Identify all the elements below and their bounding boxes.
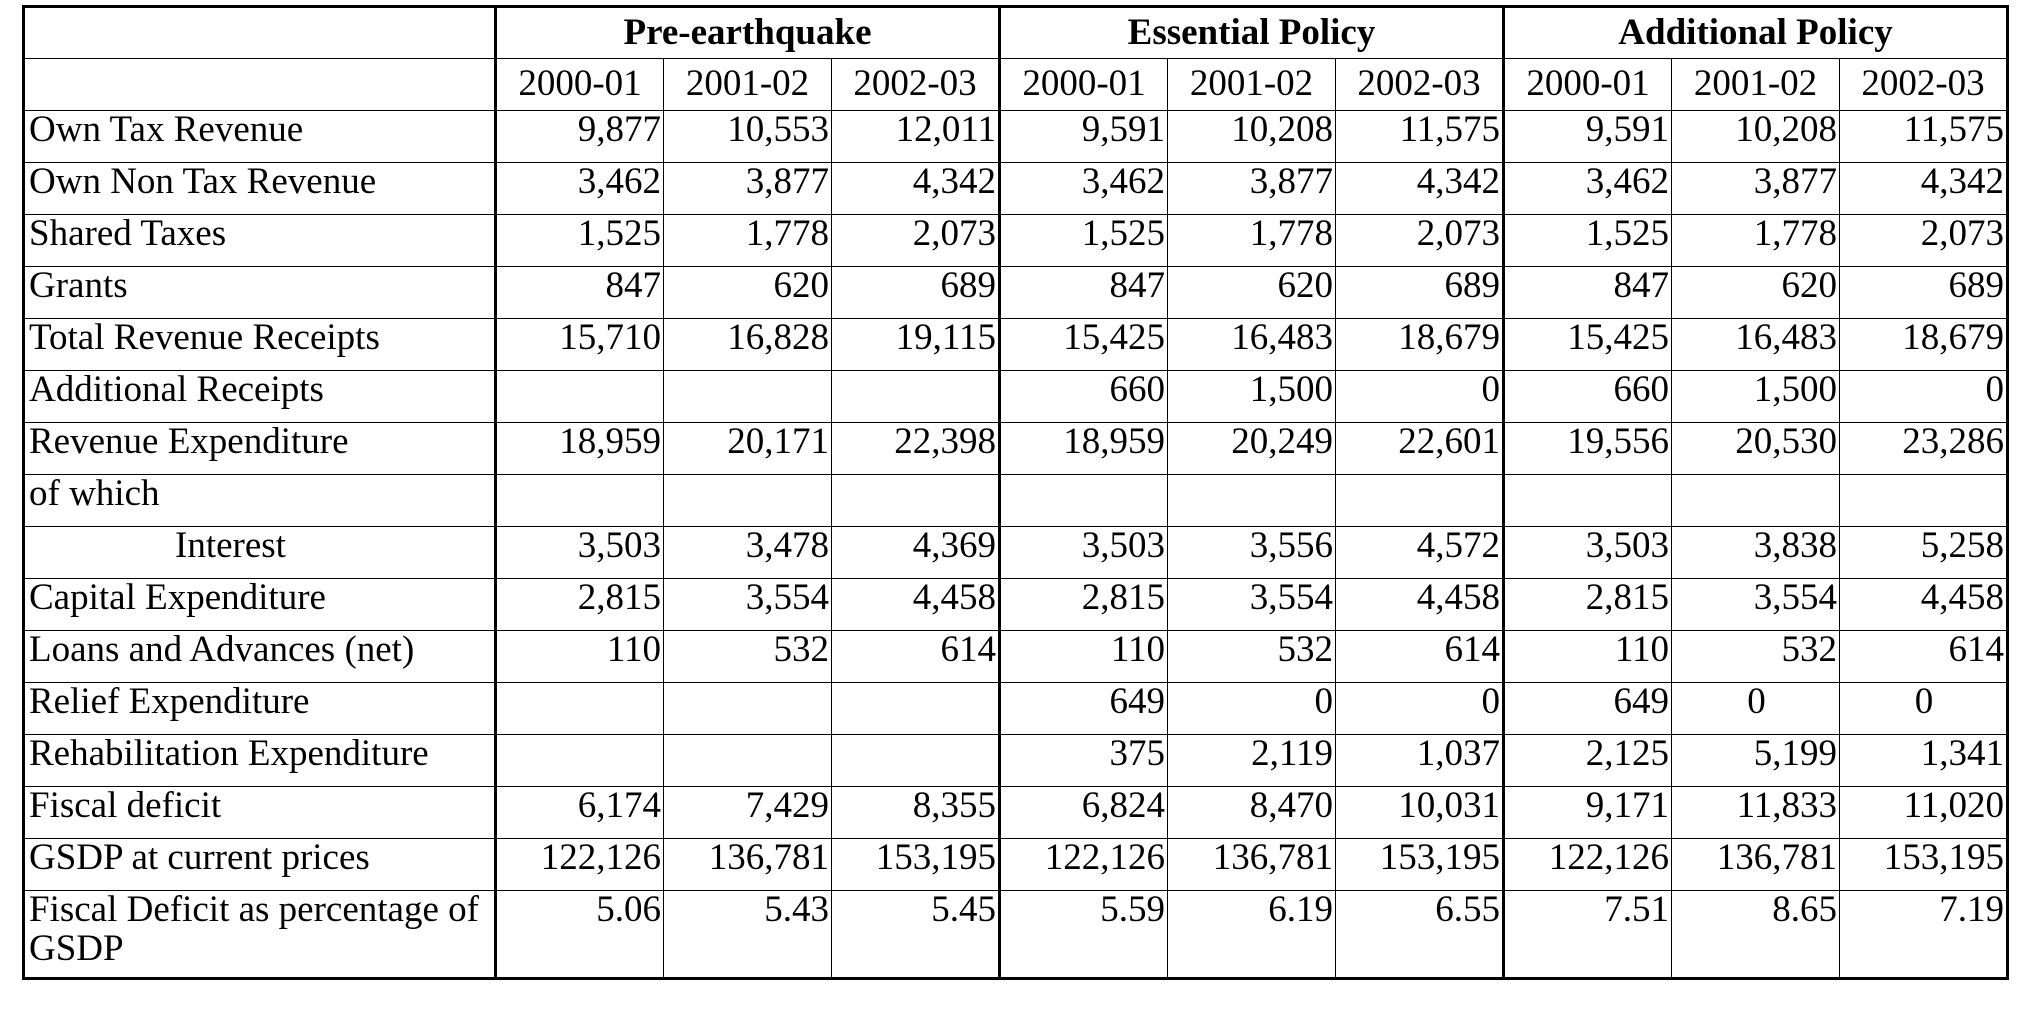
row-label: Capital Expenditure <box>24 579 496 631</box>
table-cell: 1,778 <box>664 215 832 267</box>
table-cell: 5.45 <box>832 891 1000 979</box>
table-cell: 4,342 <box>1336 163 1504 215</box>
table-cell: 9,591 <box>1504 111 1672 163</box>
table-cell: 6,174 <box>496 787 664 839</box>
table-cell <box>1840 475 2008 527</box>
row-label: Additional Receipts <box>24 371 496 423</box>
year-header: 2002-03 <box>1336 59 1504 111</box>
group-header-essential-policy: Essential Policy <box>1000 7 1504 59</box>
table-cell <box>496 475 664 527</box>
corner-cell <box>24 59 496 111</box>
row-label: Shared Taxes <box>24 215 496 267</box>
table-cell: 11,020 <box>1840 787 2008 839</box>
row-label: Grants <box>24 267 496 319</box>
table-cell: 16,828 <box>664 319 832 371</box>
row-label: Fiscal deficit <box>24 787 496 839</box>
table-cell: 3,554 <box>1672 579 1840 631</box>
table-row-fiscal-deficit-as-percentage-of-gsdp <box>24 891 2008 979</box>
year-header: 2000-01 <box>496 59 664 111</box>
table-cell: 0 <box>1168 683 1336 735</box>
table-cell: 0 <box>1672 683 1840 735</box>
group-header-additional-policy: Additional Policy <box>1504 7 2008 59</box>
table-cell: 3,503 <box>1000 527 1168 579</box>
table-row-relief-expenditure <box>24 683 2008 735</box>
table-row-of-which <box>24 475 2008 527</box>
table-cell: 5.43 <box>664 891 832 979</box>
table-cell: 689 <box>1840 267 2008 319</box>
table-cell: 136,781 <box>1672 839 1840 891</box>
table-row-own-non-tax-revenue <box>24 163 2008 215</box>
table-cell: 9,171 <box>1504 787 1672 839</box>
year-header: 2001-02 <box>664 59 832 111</box>
table-cell <box>664 683 832 735</box>
table-cell: 0 <box>1840 683 2008 735</box>
table-row-grants <box>24 267 2008 319</box>
table-row-capital-expenditure <box>24 579 2008 631</box>
row-label: Interest <box>24 527 496 579</box>
table-cell: 2,073 <box>832 215 1000 267</box>
table-cell: 0 <box>1336 371 1504 423</box>
year-header: 2002-03 <box>1840 59 2008 111</box>
year-header: 2001-02 <box>1168 59 1336 111</box>
table-cell <box>1672 475 1840 527</box>
table-cell: 620 <box>1168 267 1336 319</box>
table-cell: 1,341 <box>1840 735 2008 787</box>
table-cell: 847 <box>496 267 664 319</box>
table-row-interest <box>24 527 2008 579</box>
table-cell: 15,425 <box>1000 319 1168 371</box>
table-cell: 649 <box>1504 683 1672 735</box>
table-cell <box>664 371 832 423</box>
row-label: Relief Expenditure <box>24 683 496 735</box>
table-cell: 9,877 <box>496 111 664 163</box>
year-header: 2000-01 <box>1000 59 1168 111</box>
table-cell: 532 <box>1672 631 1840 683</box>
table-cell: 153,195 <box>832 839 1000 891</box>
table-cell <box>496 371 664 423</box>
table-cell: 2,073 <box>1336 215 1504 267</box>
table-cell: 4,572 <box>1336 527 1504 579</box>
table-cell: 22,398 <box>832 423 1000 475</box>
table-cell: 16,483 <box>1168 319 1336 371</box>
table-cell <box>832 735 1000 787</box>
table-row-revenue-expenditure <box>24 423 2008 475</box>
table-cell: 15,710 <box>496 319 664 371</box>
table-cell: 660 <box>1504 371 1672 423</box>
table-cell: 2,119 <box>1168 735 1336 787</box>
table-cell <box>1504 475 1672 527</box>
table-cell: 0 <box>1840 371 2008 423</box>
table-cell <box>496 683 664 735</box>
table-cell: 620 <box>664 267 832 319</box>
row-label: Fiscal Deficit as percentage of GSDP <box>24 891 496 979</box>
table-cell: 689 <box>1336 267 1504 319</box>
table-cell <box>1336 475 1504 527</box>
table-cell: 3,877 <box>1168 163 1336 215</box>
table-cell: 11,833 <box>1672 787 1840 839</box>
row-label: Revenue Expenditure <box>24 423 496 475</box>
table-cell: 6.55 <box>1336 891 1504 979</box>
year-header-row <box>24 59 2008 111</box>
table-cell: 122,126 <box>496 839 664 891</box>
table-cell: 10,031 <box>1336 787 1504 839</box>
table-cell: 0 <box>1336 683 1504 735</box>
table-cell <box>832 475 1000 527</box>
table-cell: 620 <box>1672 267 1840 319</box>
table-cell: 689 <box>832 267 1000 319</box>
table-cell: 532 <box>664 631 832 683</box>
table-cell: 1,525 <box>496 215 664 267</box>
table-cell: 3,877 <box>664 163 832 215</box>
table-cell: 5.06 <box>496 891 664 979</box>
table-cell: 3,877 <box>1672 163 1840 215</box>
table-cell <box>1168 475 1336 527</box>
table-cell: 4,458 <box>1840 579 2008 631</box>
table-row-rehabilitation-expenditure <box>24 735 2008 787</box>
table-cell: 1,500 <box>1168 371 1336 423</box>
year-header: 2002-03 <box>832 59 1000 111</box>
table-cell: 8,355 <box>832 787 1000 839</box>
table-cell: 847 <box>1000 267 1168 319</box>
table-cell: 10,208 <box>1672 111 1840 163</box>
table-cell: 122,126 <box>1504 839 1672 891</box>
table-cell: 614 <box>1840 631 2008 683</box>
table-cell: 614 <box>1336 631 1504 683</box>
fiscal-table <box>22 5 2009 980</box>
table-row-fiscal-deficit <box>24 787 2008 839</box>
table-cell: 7,429 <box>664 787 832 839</box>
row-label: GSDP at current prices <box>24 839 496 891</box>
table-cell: 1,525 <box>1000 215 1168 267</box>
table-cell: 3,462 <box>1504 163 1672 215</box>
table-cell <box>832 683 1000 735</box>
table-cell: 20,249 <box>1168 423 1336 475</box>
table-cell: 19,556 <box>1504 423 1672 475</box>
table-cell: 16,483 <box>1672 319 1840 371</box>
table-cell: 23,286 <box>1840 423 2008 475</box>
table-row-total-revenue-receipts <box>24 319 2008 371</box>
table-cell: 3,554 <box>664 579 832 631</box>
table-cell: 3,462 <box>496 163 664 215</box>
row-label: Own Non Tax Revenue <box>24 163 496 215</box>
year-header: 2000-01 <box>1504 59 1672 111</box>
table-cell: 11,575 <box>1840 111 2008 163</box>
table-cell: 7.19 <box>1840 891 2008 979</box>
table-cell: 18,959 <box>1000 423 1168 475</box>
table-cell: 19,115 <box>832 319 1000 371</box>
table-cell <box>496 735 664 787</box>
table-cell: 136,781 <box>1168 839 1336 891</box>
table-cell: 2,073 <box>1840 215 2008 267</box>
table-cell: 2,125 <box>1504 735 1672 787</box>
table-row-additional-receipts <box>24 371 2008 423</box>
table-cell: 136,781 <box>664 839 832 891</box>
table-cell: 3,503 <box>1504 527 1672 579</box>
table-cell: 6.19 <box>1168 891 1336 979</box>
table-cell: 4,342 <box>832 163 1000 215</box>
row-label: Loans and Advances (net) <box>24 631 496 683</box>
table-cell: 10,553 <box>664 111 832 163</box>
table-cell: 18,959 <box>496 423 664 475</box>
table-cell: 110 <box>496 631 664 683</box>
corner-cell <box>24 7 496 59</box>
table-cell: 110 <box>1000 631 1168 683</box>
table-cell: 7.51 <box>1504 891 1672 979</box>
table-cell <box>832 371 1000 423</box>
table-cell: 375 <box>1000 735 1168 787</box>
table-cell: 2,815 <box>1000 579 1168 631</box>
group-header-row <box>24 7 2008 59</box>
table-cell <box>664 475 832 527</box>
table-cell: 4,342 <box>1840 163 2008 215</box>
table-cell: 5,258 <box>1840 527 2008 579</box>
table-cell: 649 <box>1000 683 1168 735</box>
table-row-loans-and-advances-net <box>24 631 2008 683</box>
table-cell: 18,679 <box>1336 319 1504 371</box>
table-cell: 3,478 <box>664 527 832 579</box>
table-cell: 1,037 <box>1336 735 1504 787</box>
table-cell: 153,195 <box>1840 839 2008 891</box>
table-cell: 9,591 <box>1000 111 1168 163</box>
table-cell <box>664 735 832 787</box>
row-label: Total Revenue Receipts <box>24 319 496 371</box>
row-label: of which <box>24 475 496 527</box>
table-cell: 1,778 <box>1672 215 1840 267</box>
table-body <box>24 111 2008 979</box>
table-cell: 3,838 <box>1672 527 1840 579</box>
table-cell: 532 <box>1168 631 1336 683</box>
table-cell: 3,462 <box>1000 163 1168 215</box>
table-cell: 8,470 <box>1168 787 1336 839</box>
table-cell: 660 <box>1000 371 1168 423</box>
table-cell: 4,369 <box>832 527 1000 579</box>
table-cell: 6,824 <box>1000 787 1168 839</box>
table-cell: 2,815 <box>1504 579 1672 631</box>
table-cell: 3,554 <box>1168 579 1336 631</box>
group-header-pre-earthquake: Pre-earthquake <box>496 7 1000 59</box>
table-cell: 3,503 <box>496 527 664 579</box>
table-cell: 1,525 <box>1504 215 1672 267</box>
table-cell: 10,208 <box>1168 111 1336 163</box>
table-cell: 5,199 <box>1672 735 1840 787</box>
table-cell <box>1000 475 1168 527</box>
table-cell: 11,575 <box>1336 111 1504 163</box>
table-cell: 1,778 <box>1168 215 1336 267</box>
table-row-gsdp-at-current-prices <box>24 839 2008 891</box>
table-cell: 5.59 <box>1000 891 1168 979</box>
table-row-own-tax-revenue <box>24 111 2008 163</box>
row-label: Own Tax Revenue <box>24 111 496 163</box>
table-cell: 4,458 <box>1336 579 1504 631</box>
table-cell: 4,458 <box>832 579 1000 631</box>
table-cell: 15,425 <box>1504 319 1672 371</box>
table-cell: 110 <box>1504 631 1672 683</box>
year-header: 2001-02 <box>1672 59 1840 111</box>
row-label: Rehabilitation Expenditure <box>24 735 496 787</box>
table-row-shared-taxes <box>24 215 2008 267</box>
table-cell: 8.65 <box>1672 891 1840 979</box>
table-cell: 122,126 <box>1000 839 1168 891</box>
table-cell: 22,601 <box>1336 423 1504 475</box>
table-cell: 153,195 <box>1336 839 1504 891</box>
table-cell: 847 <box>1504 267 1672 319</box>
table-cell: 614 <box>832 631 1000 683</box>
table-cell: 3,556 <box>1168 527 1336 579</box>
table-cell: 1,500 <box>1672 371 1840 423</box>
table-cell: 18,679 <box>1840 319 2008 371</box>
table-cell: 20,171 <box>664 423 832 475</box>
table-cell: 2,815 <box>496 579 664 631</box>
table-cell: 12,011 <box>832 111 1000 163</box>
table-cell: 20,530 <box>1672 423 1840 475</box>
